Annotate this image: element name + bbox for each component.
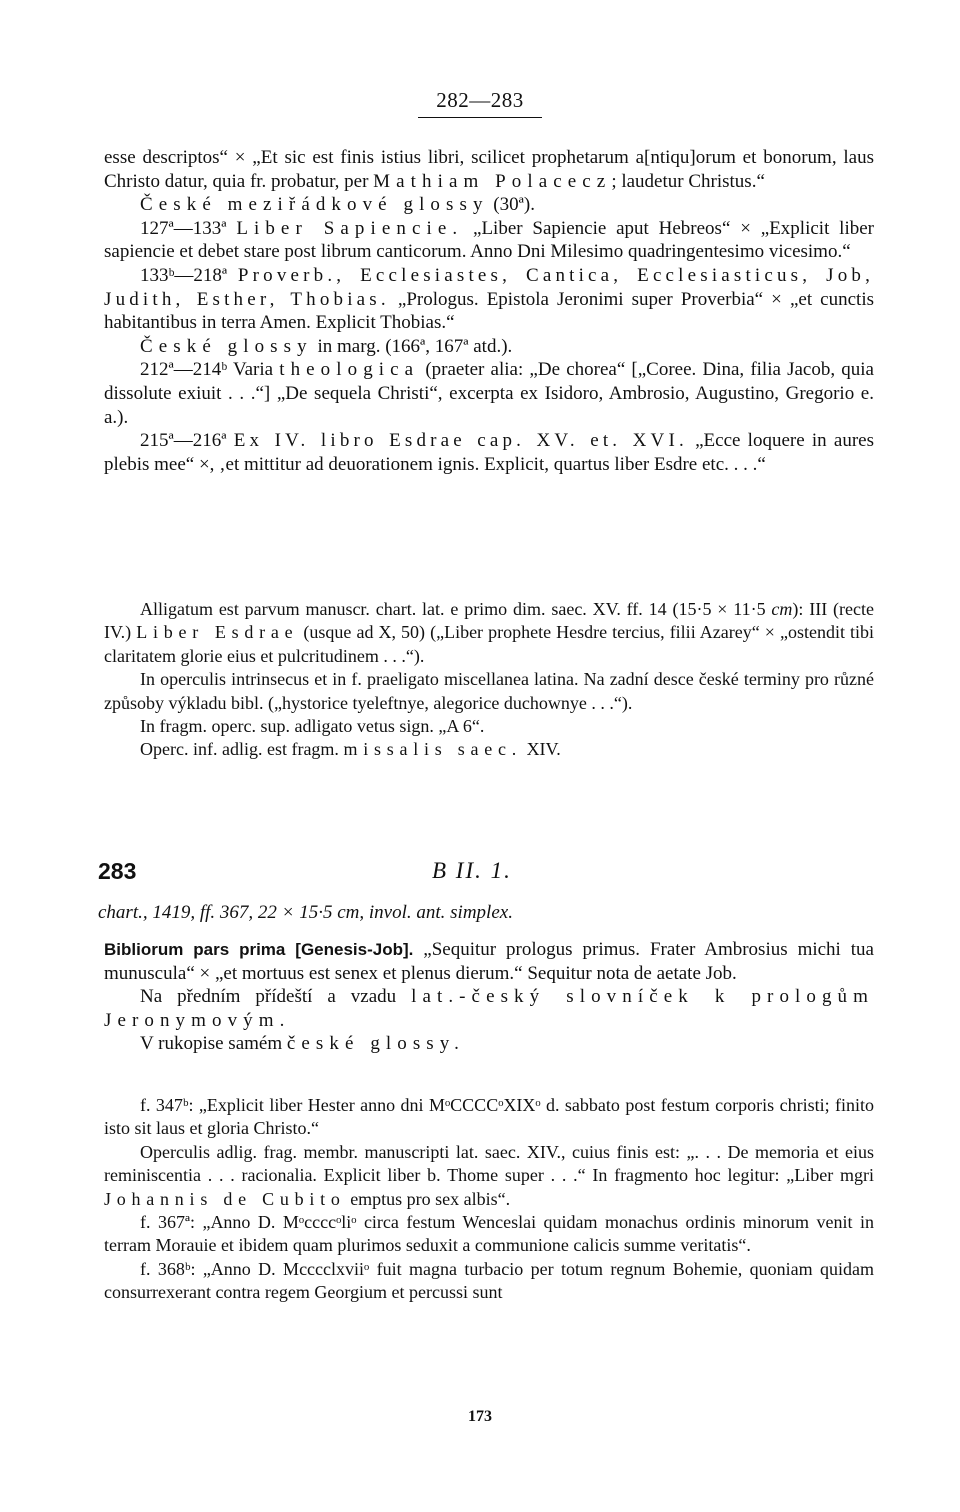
- paragraph-missalis: Operc. inf. adlig. est fragm. missalis saec. XIV.: [140, 739, 561, 760]
- scribe-name: Mathiam Polacecz: [373, 170, 612, 192]
- page-number: 173: [468, 1408, 492, 1425]
- paragraph-czech-glosses-margin: České glossy in marg. (166ª, 167ª atd.).: [140, 335, 513, 357]
- paragraph-esdrae: 215ª—216ª Ex IV. libro Esdrae cap. XV. et. XVI. „Ecce loquere in aures plebis mee“ ×, ‚et mittitur ad deuorationem ignis. Explicit, quartus liber Esdre etc. . . .“: [104, 430, 874, 475]
- paragraph-f368b: f. 368ᵇ: „Anno D. Mcccclxviiᵒ fuit magna turbacio per totum regnum Bohemie, quoniam quidam consurrexerant contra regem Georgium et percussi sunt: [104, 1258, 874, 1303]
- work-title: Bibliorum pars prima [Genesis-Job].: [104, 940, 414, 959]
- paragraph-bibliorum: Bibliorum pars prima [Genesis-Job]. „Sequitur prologus primus. Frater Ambrosius michi tua munuscula“ × „et mortuus est senex et plenus dierum.“ Sequitur nota de aetate Job.: [104, 939, 874, 984]
- paragraph-fragm-operc: In fragm. operc. sup. adligato vetus sign. „A 6“.: [140, 716, 485, 737]
- paragraph-czech-interlinear-glosses: České meziřádkové glossy (30ª).: [140, 194, 535, 216]
- entry-282-continuation: [104, 146, 874, 476]
- running-head: 282—283: [418, 88, 542, 118]
- paragraph-operculis: In operculis intrinsecus et in f. praeligato miscellanea latina. Na zadní desce české terminy pro různé způsoby výkladu bibl. („hystorice tyeleftnye, alegorice duchownye . . .“).: [104, 669, 874, 713]
- paragraph-f367a: f. 367ª: „Anno D. Mᵒccccᵒliᵒ circa festum Wenceslai quidam monachus ordinis minorum venit in terram Morauie et ibidem quam plurimos seduxit a communione calicis summe veritatis“.: [104, 1212, 874, 1256]
- entry-282-notes: [104, 598, 874, 762]
- paragraph-ceske-glossy: V rukopise samém české glossy.: [140, 1033, 465, 1055]
- paragraph-operculis-fragment: Operculis adlig. frag. membr. manuscripti lat. saec. XIV., cuius finis est: „. . . De memoria et eius reminiscentia . . . racionalia. Explicit liber b. Thome super . . .“ In fragmento hoc legitur: „Liber mgri Johannis de Cubito emptus pro sex albis“.: [104, 1141, 874, 1209]
- entry-283-notes: [104, 1094, 874, 1305]
- paragraph-proverb-thobias: 133ᵇ—218ª Proverb., Ecclesiastes, Cantica, Ecclesiasticus, Job, Judith, Esther, Thobias. „Prologus. Epistola Jeronimi super Proverbia“ × „et cunctis habitantibus in terra Amen. Explicit Thobias.“: [104, 264, 874, 334]
- entry-283-header: [98, 858, 878, 888]
- entry-283-physical-description: chart., 1419, ff. 367, 22 × 15·5 cm, invol. ant. simplex.: [98, 902, 513, 923]
- paragraph-alligatum: Alligatum est parvum manuscr. chart. lat. e primo dim. saec. XV. ff. 14 (15·5 × 11·5 cm): III (recte IV.) Liber Esdrae (usque ad X, 50) („Liber prophete Hesdre tercius, filii Azarey“ × „ostendit tibi claritatem glorie eius et pulcritudinem . . .“).: [104, 599, 874, 666]
- entry-number: 283: [98, 858, 137, 884]
- paragraph-varia-theologica: 212ª—214ᵇ Varia theologica (praeter alia: „De chorea“ [„Coree. Dina, filia Jacob, quia dissolute exiuit . . .“] „De sequela Christi“, excerpta ex Isidoro, Ambrosio, Augustino, Gregorio e. a.).: [104, 359, 874, 428]
- paragraph-slovnicek: Na předním přídeští a vzadu lat.-český slovníček k prologům Jeronymovým.: [104, 986, 874, 1031]
- paragraph-f347b: f. 347ᵇ: „Explicit liber Hester anno dni MᵒCCCCᵒXIXᵒ d. sabbato post festum corporis christi; finito isto sit laus et gloria Christo.“: [104, 1095, 874, 1139]
- paragraph-liber-sapiencie: 127ª—133ª Liber Sapiencie. „Liber Sapiencie aput Hebreos“ × „Explicit liber sapiencie et debet stare post librum canticorum. Anno Dni Milesimo quadringentesimo vicesimo.“: [104, 217, 874, 263]
- entry-283-body: [104, 938, 874, 1056]
- shelfmark: B II. 1.: [432, 858, 512, 883]
- paragraph-explicit-prophets: esse descriptos“ × „Et sic est finis istius libri, scilicet prophetarum a[ntiqu]orum et bonorum, laus Christo datur, quia fr. probatur, per Mathiam Polacecz; laudetur Christus.“: [104, 147, 874, 192]
